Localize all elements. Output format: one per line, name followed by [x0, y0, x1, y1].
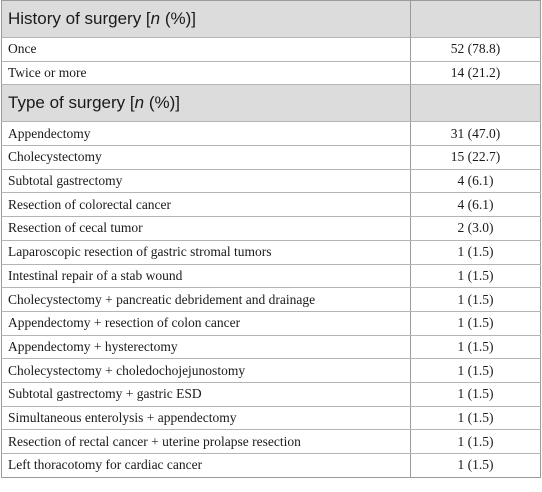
row-label: Cholecystectomy + choledochojejunostomy: [2, 359, 411, 383]
row-label: Resection of colorectal cancer: [2, 193, 411, 217]
row-label: Intestinal repair of a stab wound: [2, 264, 411, 288]
row-label: Once: [2, 38, 411, 62]
row-value: 4 (6.1): [411, 193, 541, 217]
row-value: 1 (1.5): [411, 406, 541, 430]
table-row: [2, 264, 541, 288]
row-value: 52 (78.8): [411, 38, 541, 62]
row-label: Appendectomy: [2, 122, 411, 146]
row-value: 15 (22.7): [411, 146, 541, 170]
row-value: 1 (1.5): [411, 240, 541, 264]
table-row: [2, 311, 541, 335]
section-header-history: [2, 1, 541, 38]
table-row: [2, 146, 541, 170]
row-label: Cholecystectomy: [2, 146, 411, 170]
table-row: [2, 382, 541, 406]
row-value: 1 (1.5): [411, 335, 541, 359]
row-value: 1 (1.5): [411, 288, 541, 312]
section-title-text: Type of surgery [: [8, 93, 135, 113]
row-label: Cholecystectomy + pancreatic debridement and drainage: [2, 288, 411, 312]
row-value: 1 (1.5): [411, 264, 541, 288]
row-label: Laparoscopic resection of gastric stromal tumors: [2, 240, 411, 264]
section-value-cell: [411, 1, 541, 38]
row-value: 1 (1.5): [411, 359, 541, 383]
row-label: Appendectomy + resection of colon cancer: [2, 311, 411, 335]
row-label: Simultaneous enterolysis + appendectomy: [2, 406, 411, 430]
section-title: [2, 85, 411, 122]
table-row: [2, 61, 541, 85]
row-label: Resection of rectal cancer + uterine prolapse resection: [2, 430, 411, 454]
table-row: [2, 359, 541, 383]
row-value: 1 (1.5): [411, 311, 541, 335]
row-label: Left thoracotomy for cardiac cancer: [2, 454, 411, 478]
table-row: [2, 169, 541, 193]
table-row: [2, 240, 541, 264]
row-label: Twice or more: [2, 61, 411, 85]
row-label: Subtotal gastrectomy + gastric ESD: [2, 382, 411, 406]
row-label: Subtotal gastrectomy: [2, 169, 411, 193]
table-row: [2, 430, 541, 454]
section-header-type: [2, 85, 541, 122]
section-value-cell: [411, 85, 541, 122]
table-row: [2, 38, 541, 62]
table-row: [2, 193, 541, 217]
section-title-suffix: (%)]: [160, 9, 197, 28]
table-row: [2, 217, 541, 241]
row-value: 2 (3.0): [411, 217, 541, 241]
table-row: [2, 406, 541, 430]
table-row: [2, 122, 541, 146]
table-row: [2, 454, 541, 478]
section-title-variable: n: [134, 93, 145, 113]
table-row: [2, 335, 541, 359]
row-label: Appendectomy + hysterectomy: [2, 335, 411, 359]
row-value: 4 (6.1): [411, 169, 541, 193]
surgery-history-table: [1, 0, 541, 478]
section-title-variable: n: [150, 9, 161, 28]
row-value: 1 (1.5): [411, 430, 541, 454]
row-value: 31 (47.0): [411, 122, 541, 146]
row-value: 1 (1.5): [411, 382, 541, 406]
section-title: [2, 1, 411, 38]
row-value: 1 (1.5): [411, 454, 541, 478]
row-label: Resection of cecal tumor: [2, 217, 411, 241]
row-value: 14 (21.2): [411, 61, 541, 85]
section-title-suffix: (%)]: [144, 93, 180, 113]
section-title-text: History of surgery [: [8, 9, 151, 28]
table-row: [2, 288, 541, 312]
